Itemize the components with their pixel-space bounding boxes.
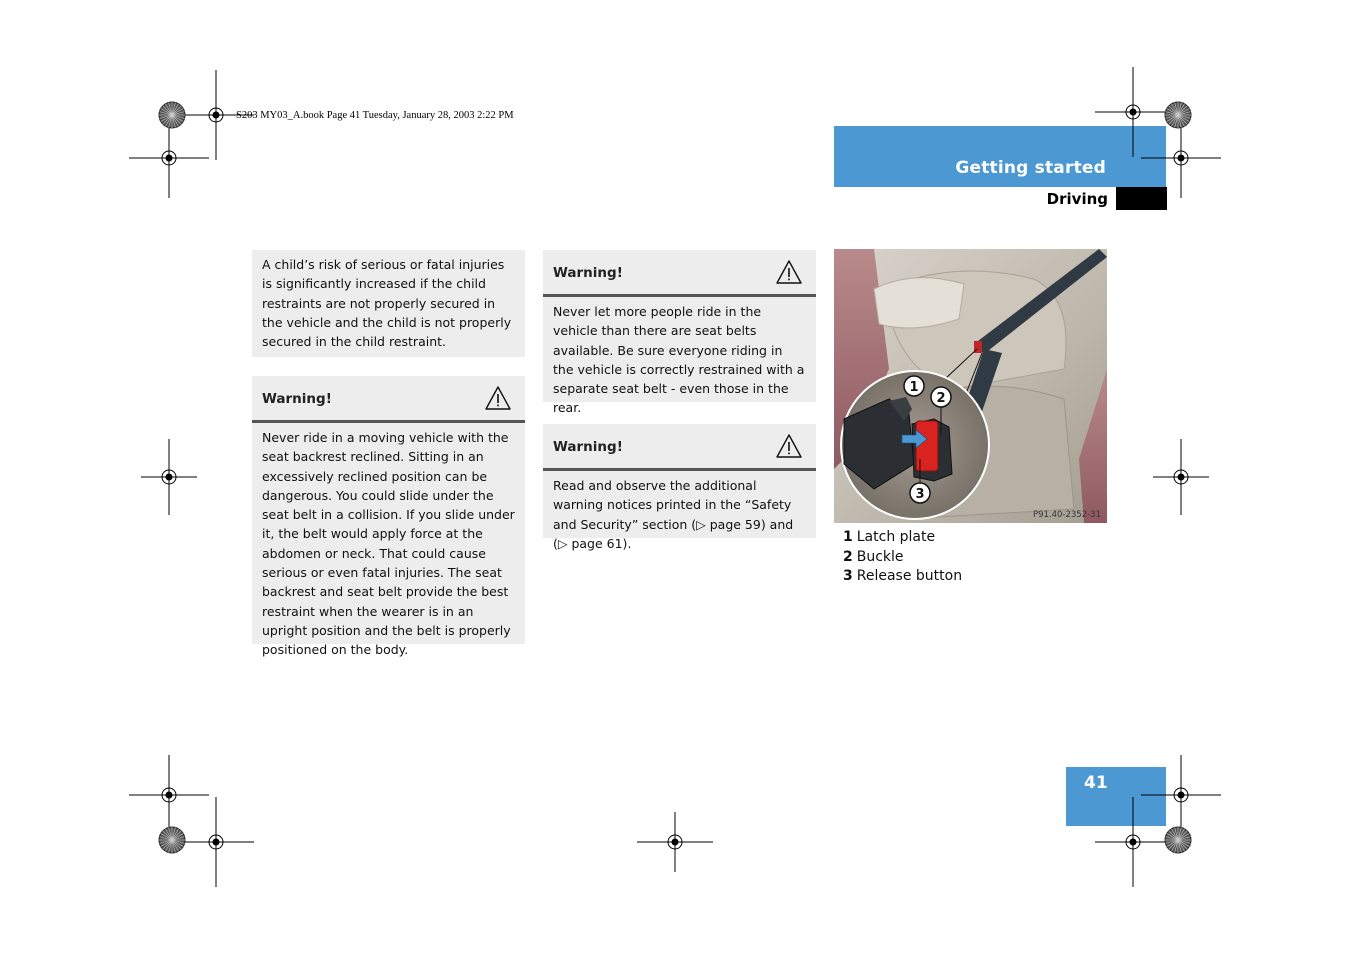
warning-header	[543, 424, 816, 471]
warning-box-reclined	[252, 376, 525, 658]
print-header: S203 MY03_A.book Page 41 Tuesday, January 28, 2003 2:22 PM	[236, 110, 514, 121]
section-header-bar	[834, 126, 1166, 187]
warning-triangle-icon	[776, 434, 802, 458]
callout-1	[904, 376, 924, 396]
subsection-title: Driving	[1046, 190, 1108, 208]
warning-header	[543, 250, 816, 297]
warning-header	[252, 376, 525, 423]
page-number: 41	[1084, 773, 1108, 793]
svg-text:3: 3	[915, 487, 925, 502]
warning-label: Warning!	[262, 391, 332, 407]
page-number-box	[1066, 767, 1166, 826]
warning-text: Read and observe the additional warning notices printed in the “Safety and Security” section (▷ page 59) and (▷ page 61).	[553, 478, 794, 551]
warning-label: Warning!	[553, 439, 623, 455]
figure-code: P91.40-2352-31	[1032, 510, 1101, 520]
svg-text:1: 1	[909, 380, 919, 395]
warning-box-seatbelts	[543, 250, 816, 416]
warning-text: Never ride in a moving vehicle with the seat backrest reclined. Sitting in an excessively reclined position can be dangerous. You could slide under the seat belt in a collision. If you slide under it, the belt would apply force at the abdomen or neck. That could cause serious or even fatal injuries. The seat backrest and seat belt provide the best restraint when the wearer is in an upright position and the belt is properly positioned on the body.	[262, 430, 515, 658]
child-risk-text: A child’s risk of serious or fatal injuries is significantly increased if the child restraints are not properly secured in the vehicle and the child is not properly secured in the child restraint.	[262, 257, 512, 350]
seat-belt-buckle-illustration	[834, 249, 1107, 523]
warning-triangle-icon	[485, 386, 511, 410]
warning-text: Never let more people ride in the vehicle than there are seat belts available. Be sure everyone riding in the vehicle is correctly restrained with a separate seat belt - even those in the rear.	[553, 304, 805, 416]
section-tab-marker	[1116, 187, 1167, 210]
warning-triangle-icon	[776, 260, 802, 284]
warning-label: Warning!	[553, 265, 623, 281]
legend-item: 3 Release button	[843, 568, 963, 584]
child-risk-note	[252, 250, 525, 357]
warning-box-additional	[543, 424, 816, 551]
legend-item: 1 Latch plate	[843, 529, 936, 545]
figure-legend	[843, 528, 962, 587]
section-title: Getting started	[955, 158, 1106, 178]
buckle-drawing	[834, 249, 1107, 523]
svg-text:2: 2	[936, 391, 946, 406]
legend-item: 2 Buckle	[843, 548, 904, 565]
